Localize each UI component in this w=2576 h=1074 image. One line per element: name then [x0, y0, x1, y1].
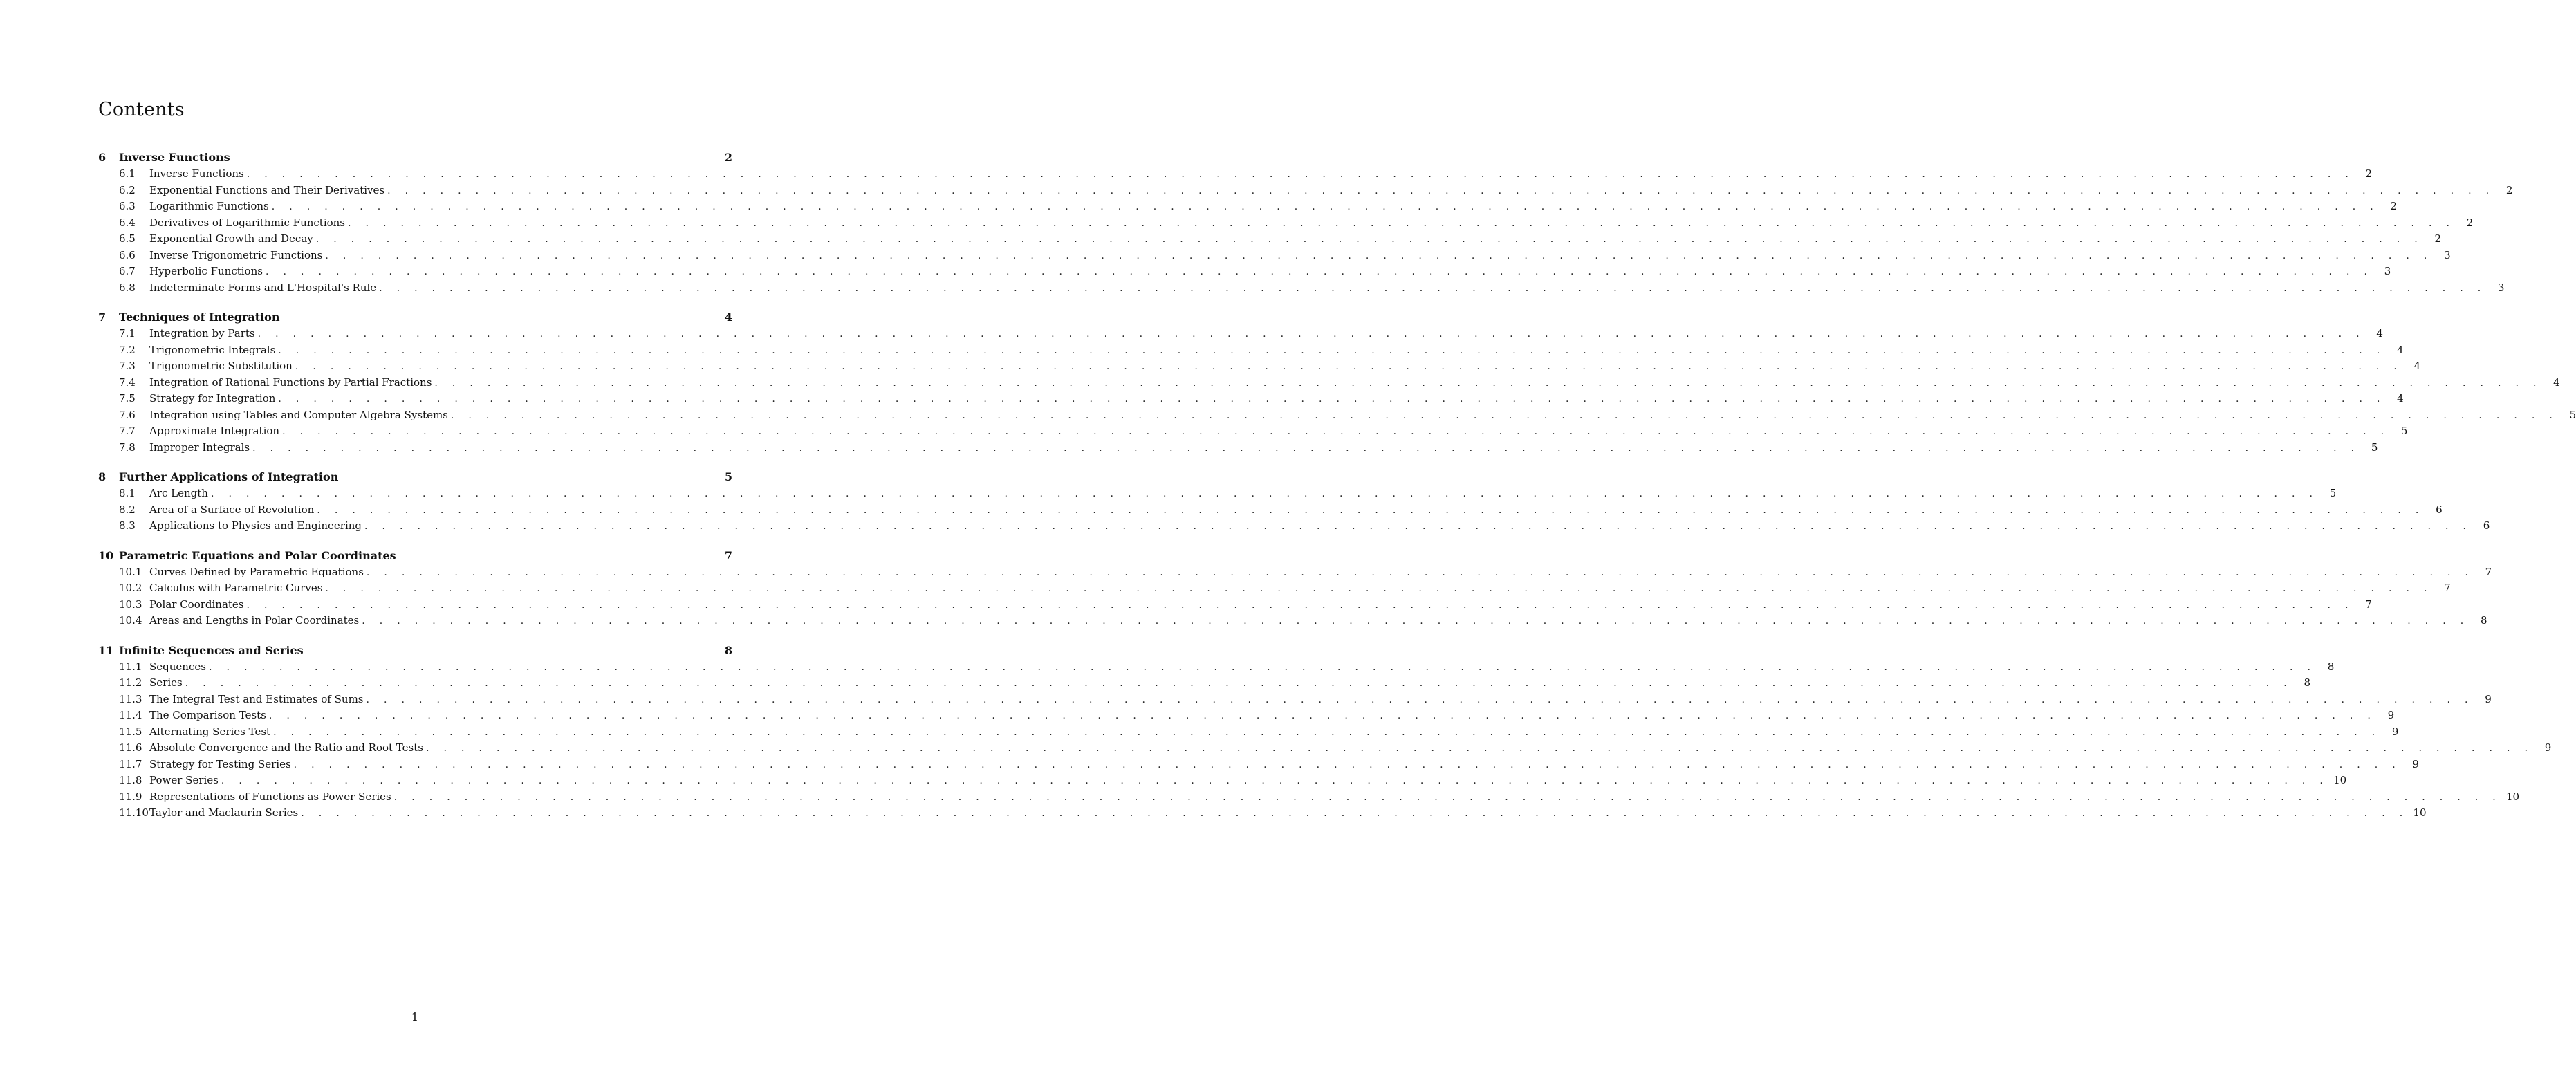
section-title: Area of a Surface of Revolution [149, 503, 315, 516]
toc-section-entry[interactable] [98, 343, 2404, 360]
section-title: Absolute Convergence and the Ratio and Root Tests [149, 741, 423, 754]
toc-section-entry[interactable] [98, 741, 2552, 758]
section-title: Representations of Functions as Power Series [149, 790, 391, 803]
dot-leader: . . . . . . . . . . . . . . . . . . . . . . . . . . . . . . . . . . . . . . . . . . . . . . . . . . . . . . . . . . . . . . . . . . . . . . . . . . . . . . . . . . . . . . . . . . . . . . . . . . . . . . . . . . . . . . . . . . . . . . . . [265, 266, 2373, 277]
dot-leader: . . . . . . . . . . . . . . . . . . . . . . . . . . . . . . . . . . . . . . . . . . . . . . . . . . . . . . . . . . . . . . . . . . . . . . . . . . . . . . . . . . . . . . . . . . . . . . . . . . . . . . . . . . . . . . . . . . . . . . . . [450, 409, 2559, 421]
table-of-contents [98, 151, 2576, 836]
section-title: Alternating Series Test [149, 725, 271, 738]
toc-section-entry[interactable] [98, 614, 2487, 631]
section-title: Integration by Parts [149, 327, 255, 340]
section-page-number: 4 [2397, 392, 2404, 405]
section-title: Inverse Functions [149, 167, 244, 180]
section-page-number: 8 [2304, 676, 2310, 689]
toc-chapter-entry[interactable] [98, 311, 732, 327]
toc-section-entry[interactable] [98, 441, 2378, 458]
toc-section-entry[interactable] [98, 790, 2520, 807]
chapter-number: 8 [98, 470, 106, 483]
section-number: 11.5 [119, 725, 142, 738]
section-page-number: 9 [2412, 757, 2419, 770]
section-number: 10.3 [119, 598, 142, 611]
section-page-number: 2 [2390, 200, 2398, 212]
chapter-title: Further Applications of Integration [119, 470, 339, 483]
section-number: 7.4 [119, 376, 136, 389]
toc-chapter-entry[interactable] [98, 549, 732, 566]
section-number: 11.6 [119, 741, 142, 754]
dot-leader: . . . . . . . . . . . . . . . . . . . . . . . . . . . . . . . . . . . . . . . . . . . . . . . . . . . . . . . . . . . . . . . . . . . . . . . . . . . . . . . . . . . . . . . . . . . . . . . . . . . . . . . . . . . . . . . . . . . . . . . . [295, 361, 2403, 372]
toc-section-entry[interactable] [98, 757, 2419, 775]
section-page-number: 9 [2544, 741, 2552, 754]
section-number: 8.2 [119, 503, 136, 516]
chapter-title: Parametric Equations and Polar Coordinates [119, 548, 396, 562]
section-title: Derivatives of Logarithmic Functions [149, 216, 346, 229]
chapter-page-number: 8 [724, 643, 732, 657]
section-title: Polar Coordinates [149, 598, 244, 611]
section-number: 8.1 [119, 487, 136, 499]
section-number: 6.5 [119, 232, 136, 245]
dot-leader: . . . . . . . . . . . . . . . . . . . . . . . . . . . . . . . . . . . . . . . . . . . . . . . . . . . . . . . . . . . . . . . . . . . . . . . . . . . . . . . . . . . . . . . . . . . . . . . . . . . . . . . . . . . . . . . . . . . . . . . . [282, 426, 2390, 437]
section-page-number: 2 [2505, 183, 2513, 196]
chapter-number: 10 [98, 548, 114, 562]
section-number: 7.5 [119, 392, 136, 405]
section-page-number: 5 [2400, 425, 2408, 437]
page-title: Contents [98, 99, 185, 120]
section-number: 6.2 [119, 183, 136, 196]
section-number: 11.1 [119, 660, 142, 673]
section-title: Improper Integrals [149, 441, 250, 454]
section-number: 6.1 [119, 167, 136, 180]
section-page-number: 7 [2485, 565, 2492, 578]
dot-leader: . . . . . . . . . . . . . . . . . . . . . . . . . . . . . . . . . . . . . . . . . . . . . . . . . . . . . . . . . . . . . . . . . . . . . . . . . . . . . . . . . . . . . . . . . . . . . . . . . . . . . . . . . . . . . . . . . . . . . . . . [364, 521, 2472, 532]
section-number: 11.9 [119, 790, 142, 803]
section-title: Trigonometric Integrals [149, 343, 276, 356]
section-page-number: 7 [2444, 582, 2451, 594]
toc-section-entry[interactable] [98, 774, 2347, 790]
section-title: Logarithmic Functions [149, 200, 269, 212]
section-number: 11.4 [119, 709, 142, 721]
section-title: Inverse Trigonometric Functions [149, 248, 323, 261]
section-title: Trigonometric Substitution [149, 360, 293, 372]
dot-leader: . . . . . . . . . . . . . . . . . . . . . . . . . . . . . . . . . . . . . . . . . . . . . . . . . . . . . . . . . . . . . . . . . . . . . . . . . . . . . . . . . . . . . . . . . . . . . . . . . . . . . . . . . . . . . . . . . . . . . . . . [268, 710, 2377, 721]
section-number: 7.8 [119, 441, 136, 454]
section-number: 6.3 [119, 200, 136, 212]
chapter-title: Inverse Functions [119, 151, 230, 164]
toc-section-entry[interactable] [98, 806, 2427, 823]
toc-chapter [98, 548, 2492, 631]
toc-chapter-entry[interactable] [98, 470, 732, 487]
section-title: Exponential Functions and Their Derivatives [149, 183, 385, 196]
section-title: Strategy for Integration [149, 392, 276, 405]
section-title: Curves Defined by Parametric Equations [149, 565, 364, 578]
section-title: Sequences [149, 660, 206, 673]
section-title: Calculus with Parametric Curves [149, 582, 323, 594]
section-number: 10.2 [119, 582, 142, 594]
dot-leader: . . . . . . . . . . . . . . . . . . . . . . . . . . . . . . . . . . . . . . . . . . . . . . . . . . . . . . . . . . . . . . . . . . . . . . . . . . . . . . . . . . . . . . . . . . . . . . . . . . . . . . . . . . . . . . . . . . . . . . . . [246, 169, 2355, 180]
section-page-number: 2 [2466, 216, 2474, 229]
toc-chapter [98, 470, 2490, 536]
toc-section-entry[interactable] [98, 725, 2399, 742]
section-page-number: 5 [2569, 408, 2576, 421]
toc-section-entry[interactable] [98, 248, 2451, 266]
dot-leader: . . . . . . . . . . . . . . . . . . . . . . . . . . . . . . . . . . . . . . . . . . . . . . . . . . . . . . . . . . . . . . . . . . . . . . . . . . . . . . . . . . . . . . . . . . . . . . . . . . . . . . . . . . . . . . . . . . . . . . . . [221, 775, 2329, 786]
section-title: Indeterminate Forms and L'Hospital's Rule [149, 281, 377, 294]
dot-leader: . . . . . . . . . . . . . . . . . . . . . . . . . . . . . . . . . . . . . . . . . . . . . . . . . . . . . . . . . . . . . . . . . . . . . . . . . . . . . . . . . . . . . . . . . . . . . . . . . . . . . . . . . . . . . . . . . . . . . . . . [278, 394, 2386, 405]
chapter-number: 11 [98, 643, 114, 657]
section-number: 11.2 [119, 676, 142, 689]
toc-section-entry[interactable] [98, 265, 2391, 281]
toc-chapter-entry[interactable] [98, 151, 732, 167]
toc-section-entry[interactable] [98, 425, 2408, 441]
section-title: Areas and Lengths in Polar Coordinates [149, 614, 360, 627]
section-title: Applications to Physics and Engineering [149, 519, 362, 532]
dot-leader: . . . . . . . . . . . . . . . . . . . . . . . . . . . . . . . . . . . . . . . . . . . . . . . . . . . . . . . . . . . . . . . . . . . . . . . . . . . . . . . . . . . . . . . . . . . . . . . . . . . . . . . . . . . . . . . . . . . . . . . . [273, 726, 2381, 738]
section-title: The Integral Test and Estimates of Sums [149, 692, 364, 705]
dot-leader: . . . . . . . . . . . . . . . . . . . . . . . . . . . . . . . . . . . . . . . . . . . . . . . . . . . . . . . . . . . . . . . . . . . . . . . . . . . . . . . . . . . . . . . . . . . . . . . . . . . . . . . . . . . . . . . . . . . . . . . . [393, 791, 2502, 803]
section-page-number: 9 [2485, 692, 2492, 705]
section-number: 7.2 [119, 343, 136, 356]
section-page-number: 6 [2483, 519, 2490, 532]
toc-section-entry[interactable] [98, 327, 2383, 344]
dot-leader: . . . . . . . . . . . . . . . . . . . . . . . . . . . . . . . . . . . . . . . . . . . . . . . . . . . . . . . . . . . . . . . . . . . . . . . . . . . . . . . . . . . . . . . . . . . . . . . . . . . . . . . . . . . . . . . . . . . . . . . . [325, 250, 2433, 261]
section-number: 8.3 [119, 519, 136, 532]
dot-leader: . . . . . . . . . . . . . . . . . . . . . . . . . . . . . . . . . . . . . . . . . . . . . . . . . . . . . . . . . . . . . . . . . . . . . . . . . . . . . . . . . . . . . . . . . . . . . . . . . . . . . . . . . . . . . . . . . . . . . . . . [210, 488, 2319, 499]
section-page-number: 10 [2505, 790, 2520, 803]
chapter-page-number: 2 [724, 151, 732, 164]
section-page-number: 5 [2329, 487, 2337, 499]
section-page-number: 7 [2365, 598, 2372, 611]
chapter-number: 7 [98, 311, 106, 324]
section-number: 6.6 [119, 248, 136, 261]
section-title: Exponential Growth and Decay [149, 232, 313, 245]
dot-leader: . . . . . . . . . . . . . . . . . . . . . . . . . . . . . . . . . . . . . . . . . . . . . . . . . . . . . . . . . . . . . . . . . . . . . . . . . . . . . . . . . . . . . . . . . . . . . . . . . . . . . . . . . . . . . . . . . . . . . . . . [271, 201, 2380, 212]
toc-section-entry[interactable] [98, 487, 2337, 503]
section-page-number: 3 [2497, 281, 2505, 294]
toc-section-entry[interactable] [98, 660, 2335, 677]
section-page-number: 4 [2376, 327, 2383, 340]
dot-leader: . . . . . . . . . . . . . . . . . . . . . . . . . . . . . . . . . . . . . . . . . . . . . . . . . . . . . . . . . . . . . . . . . . . . . . . . . . . . . . . . . . . . . . . . . . . . . . . . . . . . . . . . . . . . . . . . . . . . . . . . [317, 504, 2425, 516]
section-page-number: 9 [2387, 709, 2395, 721]
section-page-number: 3 [2384, 265, 2391, 277]
section-title: Integration of Rational Functions by Partial Fractions [149, 376, 432, 389]
section-page-number: 10 [2413, 806, 2427, 819]
dot-leader: . . . . . . . . . . . . . . . . . . . . . . . . . . . . . . . . . . . . . . . . . . . . . . . . . . . . . . . . . . . . . . . . . . . . . . . . . . . . . . . . . . . . . . . . . . . . . . . . . . . . . . . . . . . . . . . . . . . . . . . . [325, 583, 2433, 594]
section-page-number: 2 [2365, 167, 2373, 180]
section-title: Power Series [149, 774, 219, 786]
toc-chapter [98, 311, 2576, 457]
section-page-number: 4 [2397, 343, 2404, 356]
toc-section-entry[interactable] [98, 598, 2372, 615]
toc-section-entry[interactable] [98, 692, 2492, 710]
section-number: 10.1 [119, 565, 142, 578]
toc-chapter [98, 151, 2513, 297]
toc-section-entry[interactable] [98, 167, 2373, 184]
toc-section-entry[interactable] [98, 183, 2513, 201]
toc-section-entry[interactable] [98, 408, 2576, 425]
section-title: Taylor and Maclaurin Series [149, 806, 299, 819]
toc-section-entry[interactable] [98, 582, 2451, 598]
section-page-number: 9 [2391, 725, 2399, 738]
dot-leader: . . . . . . . . . . . . . . . . . . . . . . . . . . . . . . . . . . . . . . . . . . . . . . . . . . . . . . . . . . . . . . . . . . . . . . . . . . . . . . . . . . . . . . . . . . . . . . . . . . . . . . . . . . . . . . . . . . . . . . . . [293, 759, 2401, 770]
section-page-number: 4 [2553, 376, 2560, 389]
dot-leader: . . . . . . . . . . . . . . . . . . . . . . . . . . . . . . . . . . . . . . . . . . . . . . . . . . . . . . . . . . . . . . . . . . . . . . . . . . . . . . . . . . . . . . . . . . . . . . . . . . . . . . . . . . . . . . . . . . . . . . . . [434, 377, 2542, 389]
section-title: The Comparison Tests [149, 709, 266, 721]
toc-section-entry[interactable] [98, 216, 2474, 233]
section-number: 6.7 [119, 265, 136, 277]
dot-leader: . . . . . . . . . . . . . . . . . . . . . . . . . . . . . . . . . . . . . . . . . . . . . . . . . . . . . . . . . . . . . . . . . . . . . . . . . . . . . . . . . . . . . . . . . . . . . . . . . . . . . . . . . . . . . . . . . . . . . . . . [348, 217, 2456, 229]
toc-section-entry[interactable] [98, 200, 2398, 216]
dot-leader: . . . . . . . . . . . . . . . . . . . . . . . . . . . . . . . . . . . . . . . . . . . . . . . . . . . . . . . . . . . . . . . . . . . . . . . . . . . . . . . . . . . . . . . . . . . . . . . . . . . . . . . . . . . . . . . . . . . . . . . . [246, 599, 2354, 611]
section-number: 6.8 [119, 281, 136, 294]
section-page-number: 4 [2413, 360, 2421, 372]
chapter-number: 6 [98, 151, 106, 164]
toc-section-entry[interactable] [98, 519, 2490, 536]
dot-leader: . . . . . . . . . . . . . . . . . . . . . . . . . . . . . . . . . . . . . . . . . . . . . . . . . . . . . . . . . . . . . . . . . . . . . . . . . . . . . . . . . . . . . . . . . . . . . . . . . . . . . . . . . . . . . . . . . . . . . . . . [315, 234, 2424, 245]
section-page-number: 2 [2434, 232, 2442, 245]
dot-leader: . . . . . . . . . . . . . . . . . . . . . . . . . . . . . . . . . . . . . . . . . . . . . . . . . . . . . . . . . . . . . . . . . . . . . . . . . . . . . . . . . . . . . . . . . . . . . . . . . . . . . . . . . . . . . . . . . . . . . . . . [425, 743, 2534, 754]
toc-section-entry[interactable] [98, 676, 2310, 693]
section-page-number: 3 [2444, 248, 2451, 261]
section-number: 7.1 [119, 327, 136, 340]
dot-leader: . . . . . . . . . . . . . . . . . . . . . . . . . . . . . . . . . . . . . . . . . . . . . . . . . . . . . . . . . . . . . . . . . . . . . . . . . . . . . . . . . . . . . . . . . . . . . . . . . . . . . . . . . . . . . . . . . . . . . . . . [257, 328, 2365, 340]
page-number: 1 [411, 1010, 419, 1024]
chapter-page-number: 4 [724, 311, 732, 324]
dot-leader: . . . . . . . . . . . . . . . . . . . . . . . . . . . . . . . . . . . . . . . . . . . . . . . . . . . . . . . . . . . . . . . . . . . . . . . . . . . . . . . . . . . . . . . . . . . . . . . . . . . . . . . . . . . . . . . . . . . . . . . . [366, 694, 2474, 705]
toc-section-entry[interactable] [98, 392, 2404, 409]
section-number: 11.7 [119, 757, 142, 770]
chapter-title: Techniques of Integration [119, 311, 280, 324]
toc-section-entry[interactable] [98, 565, 2492, 582]
section-page-number: 6 [2436, 503, 2443, 516]
section-number: 11.8 [119, 774, 142, 786]
section-title: Series [149, 676, 183, 689]
section-number: 7.3 [119, 360, 136, 372]
section-title: Arc Length [149, 487, 208, 499]
chapter-page-number: 5 [724, 470, 732, 483]
dot-leader: . . . . . . . . . . . . . . . . . . . . . . . . . . . . . . . . . . . . . . . . . . . . . . . . . . . . . . . . . . . . . . . . . . . . . . . . . . . . . . . . . . . . . . . . . . . . . . . . . . . . . . . . . . . . . . . . . . . . . . . . [185, 678, 2292, 689]
toc-section-entry[interactable] [98, 503, 2443, 520]
section-page-number: 10 [2333, 774, 2347, 786]
dot-leader: . . . . . . . . . . . . . . . . . . . . . . . . . . . . . . . . . . . . . . . . . . . . . . . . . . . . . . . . . . . . . . . . . . . . . . . . . . . . . . . . . . . . . . . . . . . . . . . . . . . . . . . . . . . . . . . . . . . . . . . . [252, 442, 2360, 454]
dot-leader: . . . . . . . . . . . . . . . . . . . . . . . . . . . . . . . . . . . . . . . . . . . . . . . . . . . . . . . . . . . . . . . . . . . . . . . . . . . . . . . . . . . . . . . . . . . . . . . . . . . . . . . . . . . . . . . . . . . . . . . . [208, 661, 2317, 673]
dot-leader: . . . . . . . . . . . . . . . . . . . . . . . . . . . . . . . . . . . . . . . . . . . . . . . . . . . . . . . . . . . . . . . . . . . . . . . . . . . . . . . . . . . . . . . . . . . . . . . . . . . . . . . . . . . . . . . . . . . . . . . . [301, 808, 2409, 819]
section-title: Approximate Integration [149, 425, 280, 437]
section-title: Strategy for Testing Series [149, 757, 291, 770]
dot-leader: . . . . . . . . . . . . . . . . . . . . . . . . . . . . . . . . . . . . . . . . . . . . . . . . . . . . . . . . . . . . . . . . . . . . . . . . . . . . . . . . . . . . . . . . . . . . . . . . . . . . . . . . . . . . . . . . . . . . . . . . [362, 615, 2470, 627]
toc-section-entry[interactable] [98, 232, 2442, 249]
section-number: 11.3 [119, 692, 142, 705]
section-number: 10.4 [119, 614, 142, 627]
dot-leader: . . . . . . . . . . . . . . . . . . . . . . . . . . . . . . . . . . . . . . . . . . . . . . . . . . . . . . . . . . . . . . . . . . . . . . . . . . . . . . . . . . . . . . . . . . . . . . . . . . . . . . . . . . . . . . . . . . . . . . . . [366, 566, 2474, 578]
section-number: 7.7 [119, 425, 136, 437]
section-number: 7.6 [119, 408, 136, 421]
section-title: Integration using Tables and Computer Algebra Systems [149, 408, 448, 421]
toc-section-entry[interactable] [98, 360, 2421, 376]
toc-chapter [98, 643, 2552, 823]
chapter-title: Infinite Sequences and Series [119, 643, 304, 657]
dot-leader: . . . . . . . . . . . . . . . . . . . . . . . . . . . . . . . . . . . . . . . . . . . . . . . . . . . . . . . . . . . . . . . . . . . . . . . . . . . . . . . . . . . . . . . . . . . . . . . . . . . . . . . . . . . . . . . . . . . . . . . . [387, 185, 2495, 196]
section-title: Hyperbolic Functions [149, 265, 263, 277]
dot-leader: . . . . . . . . . . . . . . . . . . . . . . . . . . . . . . . . . . . . . . . . . . . . . . . . . . . . . . . . . . . . . . . . . . . . . . . . . . . . . . . . . . . . . . . . . . . . . . . . . . . . . . . . . . . . . . . . . . . . . . . . [379, 282, 2487, 294]
toc-section-entry[interactable] [98, 376, 2560, 393]
toc-section-entry[interactable] [98, 709, 2395, 725]
chapter-page-number: 7 [724, 548, 732, 562]
section-page-number: 5 [2371, 441, 2378, 454]
toc-chapter-entry[interactable] [98, 644, 732, 660]
dot-leader: . . . . . . . . . . . . . . . . . . . . . . . . . . . . . . . . . . . . . . . . . . . . . . . . . . . . . . . . . . . . . . . . . . . . . . . . . . . . . . . . . . . . . . . . . . . . . . . . . . . . . . . . . . . . . . . . . . . . . . . . [278, 344, 2386, 356]
toc-section-entry[interactable] [98, 281, 2505, 298]
section-number: 6.4 [119, 216, 136, 229]
section-page-number: 8 [2327, 660, 2335, 673]
section-page-number: 8 [2481, 614, 2487, 627]
section-number: 11.10 [119, 806, 149, 819]
